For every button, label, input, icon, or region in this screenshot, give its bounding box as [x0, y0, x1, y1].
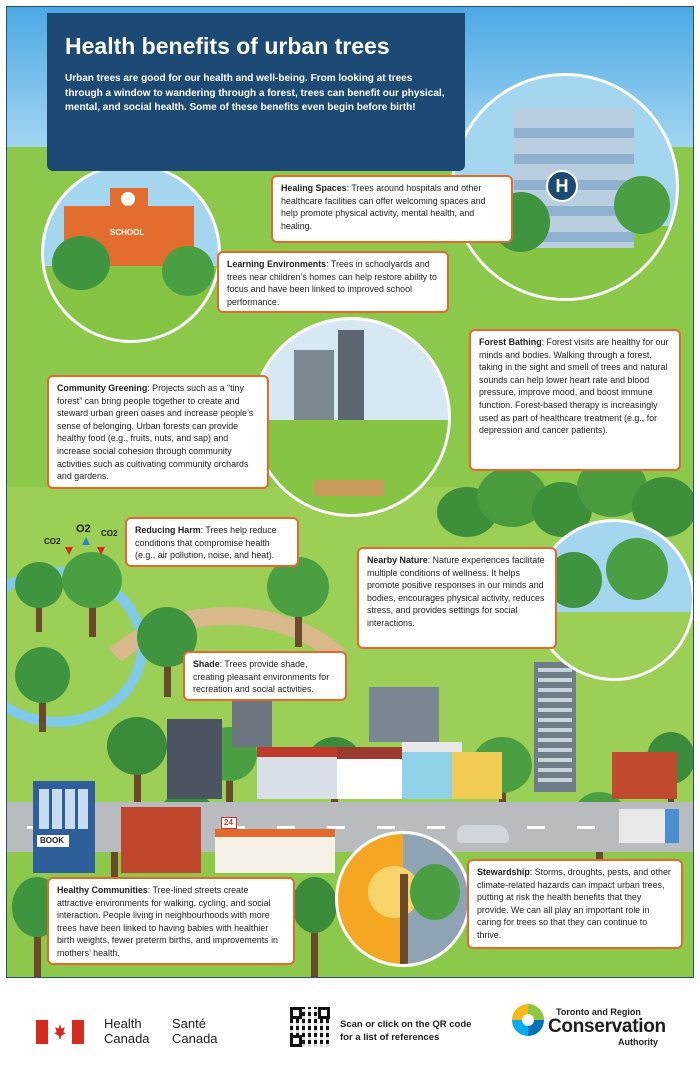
- card-community-greening: Community Greening: Projects such as a “tiny forest” can bring people together to create and steward urban green oases and increase people’s sense of belonging. Urban forests can provide healthy food (e.g., fruits, nuts, and sap) and increase social cohesion through community activities such as cultivating community orchards and gardens.: [47, 375, 269, 489]
- page-title: Health benefits of urban trees: [65, 33, 390, 59]
- sante-canada-fr: Santé Canada: [172, 1016, 218, 1046]
- canada-flag-icon: [36, 1020, 84, 1044]
- hospital-sign: H: [546, 170, 578, 202]
- school-illustration: [41, 163, 221, 343]
- card-stewardship: Stewardship: Storms, droughts, pests, and other climate-related hazards can impact urban trees, putting at risk the health benefits that they provide. We can all play an important role in caring for trees so that they can continue to thrive.: [467, 859, 683, 949]
- house: [452, 752, 502, 799]
- co2-label: CO2: [101, 529, 118, 538]
- header-panel: [47, 13, 465, 171]
- tree: [62, 552, 122, 637]
- stewardship-illustration: [335, 831, 471, 967]
- arrow-down-icon: [65, 547, 73, 555]
- health-canada-en: Health Canada: [104, 1016, 150, 1046]
- tree: [267, 557, 329, 647]
- qr-caption: Scan or click on the QR code for a list of references: [340, 1019, 472, 1043]
- arrow-down-icon: [97, 547, 105, 555]
- card-nearby-nature: Nearby Nature: Nature experiences facilitate multiple conditions of wellness. It helps promote positive responses in our minds and bodies, encourages physical activity, reduces stress, and provides settings for social interactions.: [357, 547, 557, 649]
- convenience-store: [215, 818, 335, 873]
- car: [457, 825, 509, 843]
- truck: [619, 809, 679, 843]
- street: [7, 802, 693, 852]
- card-reducing-harm: Reducing Harm: Trees help reduce conditions that compromise health (e.g., air pollution, noise, and heat).: [125, 517, 299, 567]
- trca-name-line2: Conservation: [548, 1016, 666, 1037]
- card-learning-environments: Learning Environments: Trees in schoolyards and trees near children’s homes can help restore ability to focus and have been linked to improved school performance.: [217, 251, 449, 313]
- office-building: [369, 687, 439, 742]
- arrow-up-icon: [82, 537, 90, 545]
- card-healing-spaces: Healing Spaces: Trees around hospitals and other healthcare facilities can offer welcoming spaces and help promote physical activity, mental health, and healing.: [271, 175, 513, 243]
- book-sign: BOOK: [37, 835, 69, 847]
- nearby-nature-illustration: [533, 519, 694, 681]
- apartment-tower: [534, 662, 576, 792]
- school-sign: SCHOOL: [110, 228, 145, 237]
- co2-label: CO2: [44, 537, 61, 546]
- card-forest-bathing: Forest Bathing: Forest visits are healthy for our minds and bodies. Walking through a forest, taking in the sight and smell of trees and natural sounds can help lower heart rate and blood pressure, improve mood, and boost immune function. Forest-based therapy is increasingly used as part of healthcare treatment (e.g., for depression and cancer patients).: [469, 329, 681, 471]
- clock-icon: [121, 192, 135, 206]
- intro-text: Urban trees are good for our health and well-being. From looking at trees through a window to wandering through a forest, trees can benefit our physical, mental, and social health. Some of these benefits even begin before birth!: [65, 73, 445, 113]
- house: [257, 747, 337, 799]
- o2-label: O2: [76, 523, 91, 535]
- house: [337, 747, 407, 799]
- illustrated-scene: [6, 6, 694, 978]
- office-building: [232, 697, 272, 747]
- tree: [107, 717, 167, 802]
- dark-building: [167, 719, 222, 799]
- tree: [292, 877, 337, 977]
- card-shade: Shade: Trees provide shade, creating pleasant environments for recreation and social activities.: [183, 651, 347, 701]
- community-garden-illustration: [251, 317, 451, 517]
- card-healthy-communities: Healthy Communities: Tree-lined streets create attractive environments for walking, cycling, and social interaction. People living in neighbourhoods with more trees have been linked to having babies with healthier birth weights, fewer preterm births, and improvements in mothers’ health.: [47, 877, 295, 965]
- house: [612, 752, 677, 799]
- trca-logo-icon: [510, 1002, 546, 1038]
- trca-name-line3: Authority: [618, 1037, 658, 1047]
- tree: [15, 562, 63, 632]
- brick-house: [121, 807, 201, 873]
- tree: [15, 647, 70, 732]
- bookstore: [33, 781, 95, 873]
- store-sign: 24: [221, 817, 237, 829]
- trca-name-line1: Toronto and Region: [556, 1007, 641, 1017]
